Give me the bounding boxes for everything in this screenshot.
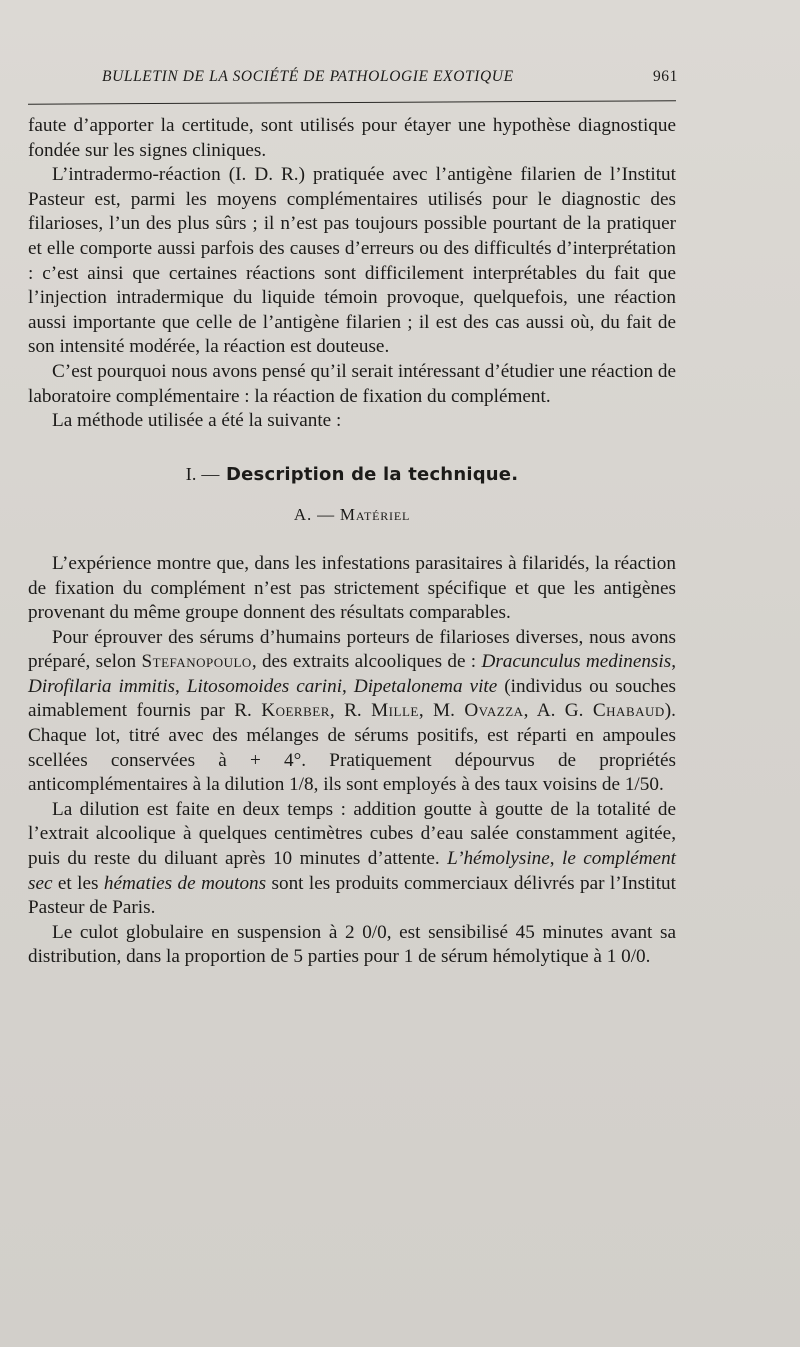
paragraph-7 bbox=[28, 798, 676, 921]
author-name: Ovazza bbox=[464, 700, 524, 722]
paragraph-5: L’expérience montre que, dans les infestations parasitaires à filaridés, la réaction de fixation du complément n’est pas strictement spécifique et que les antigènes provenant du même groupe donnent des résultats comparables. bbox=[28, 552, 676, 624]
paragraph-8: Le culot globulaire en suspension à 2 0/0, est sensibilisé 45 minutes avant sa distribution, dans la proportion de 5 parties pour 1 de sérum hémolytique à 1 0/0. bbox=[28, 921, 676, 968]
p7-text: et les bbox=[52, 872, 104, 894]
p7-text: sont les produits commerciaux délivrés par l’Institut Pasteur de Paris. bbox=[28, 872, 676, 919]
author-name: Koerber bbox=[261, 700, 330, 722]
body-text bbox=[28, 114, 676, 970]
reagent-name: le complément sec bbox=[28, 848, 676, 894]
p6-text: , bbox=[175, 675, 187, 697]
section-title: Description de la technique. bbox=[226, 463, 519, 485]
paragraph-6 bbox=[28, 626, 676, 798]
paragraph-4: La méthode utilisée a été la suivante : bbox=[52, 410, 342, 432]
p6-text: , des extraits alcooliques de : bbox=[251, 651, 482, 673]
page-number: 961 bbox=[652, 68, 678, 85]
p6-text: , R. bbox=[329, 700, 372, 722]
author-name: Mille bbox=[371, 700, 419, 722]
p6-text: , bbox=[342, 675, 354, 697]
p6-text: , A. G. bbox=[523, 700, 593, 722]
species-name: Dracunculus medinensis bbox=[481, 651, 672, 673]
reagent-name: hématies de moutons bbox=[103, 872, 267, 894]
p6-text: , M. bbox=[418, 700, 465, 722]
species-name: Dirofilaria immitis bbox=[28, 675, 176, 697]
species-name: Dipetalonema vite bbox=[353, 675, 498, 697]
reagent-name: L’hémolysine bbox=[447, 848, 550, 870]
p6-text: ). Chaque lot, titré avec des mélanges de sérums positifs, est réparti en ampoules scellées conservées à + 4°. Pratiquement dépourvus de propriétés anticomplémentaires à la dilution 1/8, ils sont employés à des taux voisins de 1/50. bbox=[28, 700, 676, 796]
running-title: BULLETIN DE LA SOCIÉTÉ DE PATHOLOGIE EXOTIQUE bbox=[102, 68, 514, 85]
p6-text: Pour éprouver des sérums d’humains porteurs de filarioses diverses, nous avons préparé, selon bbox=[28, 626, 676, 673]
subsection-heading: A. — Matériel bbox=[293, 505, 411, 525]
section-heading bbox=[28, 462, 676, 488]
p6-text: (individus ou souches aimablement fournis par R. bbox=[28, 675, 677, 722]
p6-text: , bbox=[671, 651, 676, 673]
p7-text: , bbox=[549, 848, 563, 870]
species-name: Litosomoides carini bbox=[186, 675, 343, 697]
paragraph-2: L’intradermo-réaction (I. D. R.) pratiquée avec l’antigène filarien de l’Institut Pasteur est, parmi les moyens complémentaires utilisés pour le diagnostic des filarioses, l’un des plus sûrs ; il n’est pas toujours possible pourtant de la pratiquer et elle comporte aussi parfois des causes d’erreurs ou des difficultés d’interprétation : c’est ainsi que certaines réactions sont difficilement interprétables du fait que l’injection intradermique du liquide témoin provoque, quelquefois, une réaction aussi importante que celle de l’antigène filarien ; il est des cas aussi où, du fait de son intensité modérée, la réaction est douteuse. bbox=[28, 164, 676, 358]
header-rule bbox=[28, 100, 676, 104]
author-name: Chabaud bbox=[592, 700, 665, 722]
running-header bbox=[28, 68, 678, 86]
section-number: I. — bbox=[185, 463, 220, 484]
p7-text: La dilution est faite en deux temps : addition goutte à goutte de la totalité de l’extrait alcoolique à quelques centimètres cubes d’eau salée constamment agitée, puis du reste du diluant après 10 minutes d’attente. bbox=[28, 798, 676, 870]
paragraph-1: faute d’apporter la certitude, sont utilisés pour étayer une hypothèse diagnostique fondée sur les signes cliniques. bbox=[28, 115, 676, 161]
author-name: Stefanopoulo bbox=[141, 651, 252, 673]
paragraph-3: C’est pourquoi nous avons pensé qu’il serait intéressant d’étudier une réaction de laboratoire complémentaire : la réaction de fixation du complément. bbox=[28, 360, 676, 407]
